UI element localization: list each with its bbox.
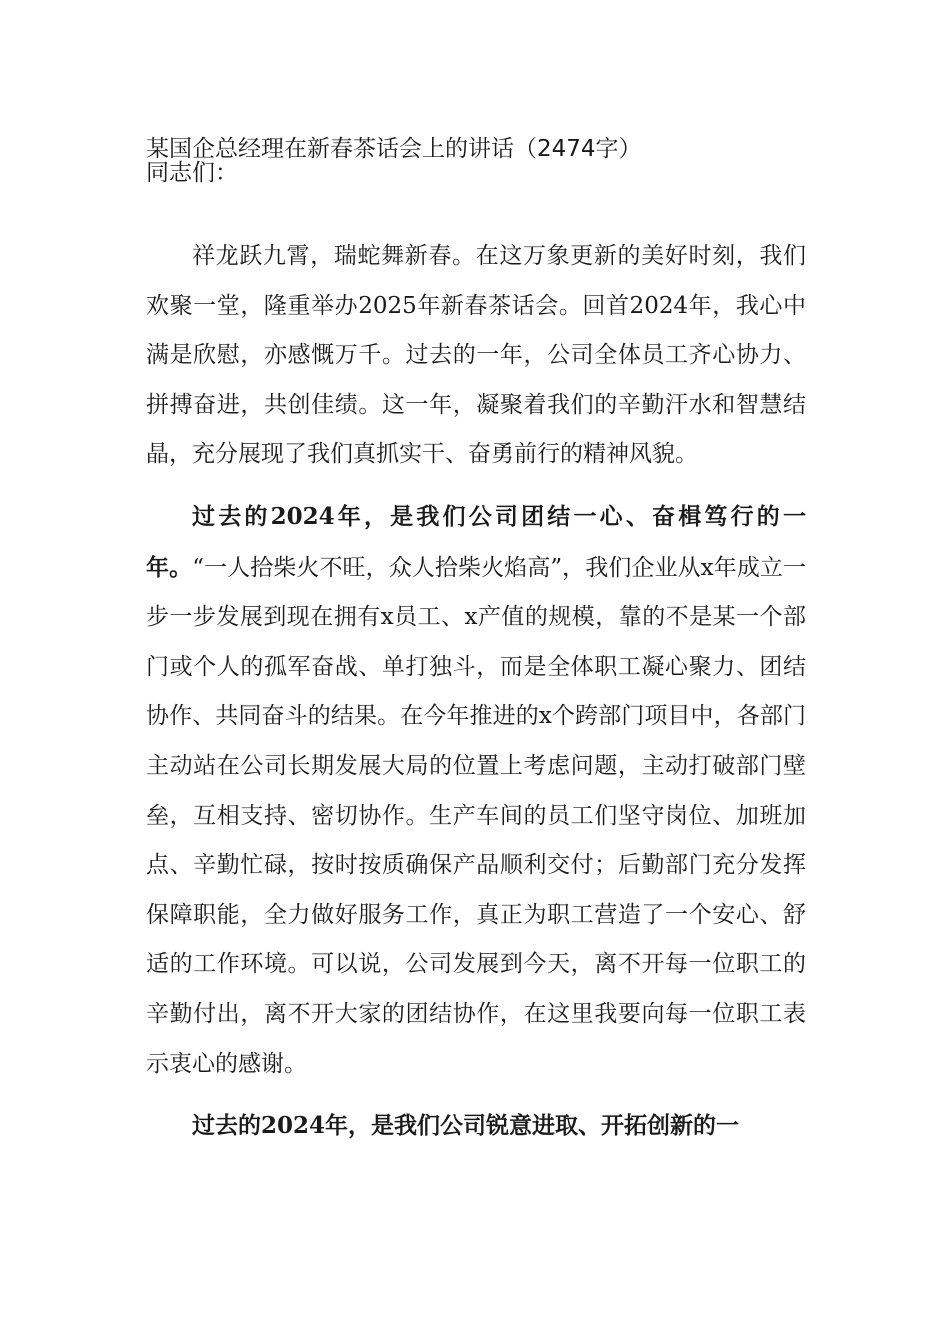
paragraph-lead: 过去的2024年，是我们公司团结一心、奋楫笃行的一年。 <box>146 502 806 581</box>
paragraph-opening <box>146 231 806 480</box>
paragraph-unity <box>146 492 806 1089</box>
document-body <box>146 231 806 1152</box>
document-title: 某国企总经理在新春茶话会上的讲话（2474字） <box>146 136 642 162</box>
paragraph-text: “一人拾柴火不旺，众人拾柴火焰高”，我们企业从x年成立一步一步发展到现在拥有x员工、x产值的规模，靠的不是某一个部门或个人的孤军奋战、单打独斗，而是全体职工凝心聚力、团结协作、共同奋斗的结果。在今年推进的x个跨部门项目中，各部门主动站在公司长期发展大局的位置上考虑问题，主动打破部门壁垒，互相支持、密切协作。生产车间的员工们坚守岗位、加班加点、辛勤忙碌，按时按质确保产品顺利交付；后勤部门充分发挥保障职能，全力做好服务工作，真正为职工营造了一个安心、舒适的工作环境。可以说，公司发展到今天，离不开每一位职工的辛勤付出，离不开大家的团结协作，在这里我要向每一位职工表示衷心的感谢。 <box>146 554 807 1077</box>
paragraph-innovation <box>146 1101 806 1152</box>
paragraph-lead: 过去的2024年，是我们公司锐意进取、开拓创新的一 <box>192 1112 740 1140</box>
paragraph-text: 祥龙跃九霄，瑞蛇舞新春。在这万象更新的美好时刻，我们欢聚一堂，隆重举办2025年新春茶话会。回首2024年，我心中满是欣慰，亦感慨万千。过去的一年，公司全体员工齐心协力、拼搏奋进，共创佳绩。这一年，凝聚着我们的辛勤汗水和智慧结晶，充分展现了我们真抓实干、奋勇前行的精神风貌。 <box>146 243 806 468</box>
salutation: 同志们： <box>146 160 238 186</box>
